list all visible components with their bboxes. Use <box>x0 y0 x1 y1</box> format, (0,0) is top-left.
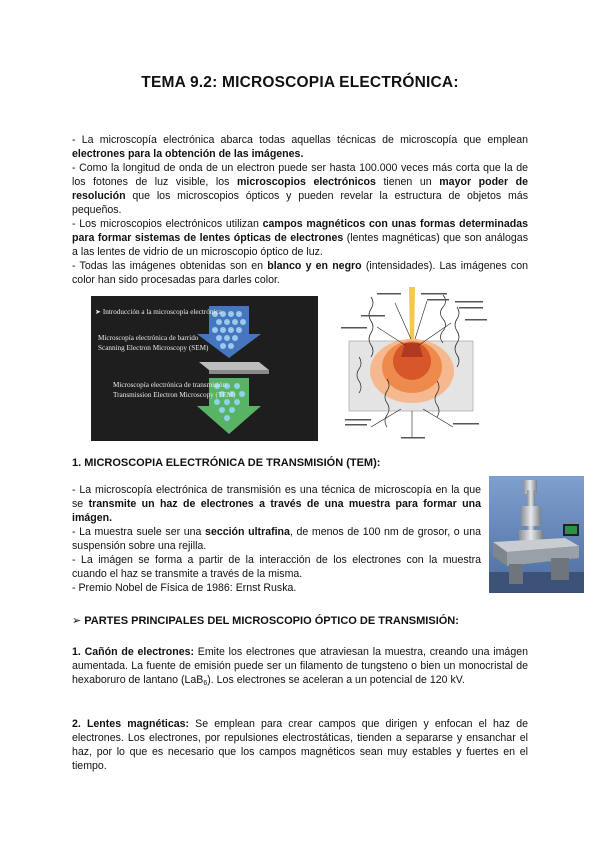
section-1-paragraph-2: - La muestra suele ser una sección ultrafina, de menos de 100 nm de grosor, o una suspensión sobre una rejilla. <box>72 526 481 552</box>
section-1-paragraph-3: - La imágen se forma a partir de la interacción de los electrones con la muestra cuando el haz se transmite a través de la misma. <box>72 554 481 580</box>
intro-paragraph-4: - Todas las imágenes obtenidas son en blanco y en negro (intensidades). Las imágenes con color han sido procesadas para darles color. <box>72 260 528 286</box>
intro-paragraph-1: - La microscopía electrónica abarca todas aquellas técnicas de microscopía que emplean electrones para la obtención de las imágenes. <box>72 134 528 160</box>
intro-slide-image <box>91 296 318 441</box>
item-2-label: 2. Lentes magnéticas: <box>72 718 190 730</box>
item-1-label: 1. Cañón de electrones: <box>72 646 195 658</box>
slide-tem-line-1: Microscopía electrónica de transmisión <box>113 381 227 389</box>
tem-photo-graphic <box>489 476 584 593</box>
interaction-diagram-graphic <box>331 287 491 442</box>
section-2-item-2: 2. Lentes magnéticas: Se emplean para crear campos que dirigen y enfocan el haz de electrones. Los electrones, por repulsiones electrostáticas, tienden a separarse y ensanchar el haz, por lo que es necesario que los campos magnéticos sean muy estables y fuertes en el tiempo. <box>72 718 528 772</box>
intro-paragraph-2: - Como la longitud de onda de un electron puede ser hasta 100.000 veces más corta que la de los fotones de luz visible, los microscopios electrónicos tienen un mayor poder de resolución que los microscopios ópticos y pueden revelar la estructura de objetos más pequeños. <box>72 162 529 216</box>
tem-microscope-photo <box>489 476 584 593</box>
section-1-text <box>72 483 481 595</box>
intro-text <box>72 133 528 287</box>
slide-sem-line-1: Microscopía electrónica de barrido <box>98 334 199 342</box>
slide-heading: ➤ Introducción a la microscopía electrónica <box>95 308 222 316</box>
section-1-heading: 1. MICROSCOPIA ELECTRÓNICA DE TRANSMISIÓN (TEM): <box>72 457 381 469</box>
section-2-heading: ➢ PARTES PRINCIPALES DEL MICROSCOPIO ÓPTICO DE TRANSMISIÓN: <box>72 615 459 627</box>
slide-graphics <box>91 296 318 441</box>
intro-paragraph-3: - Los microscopios electrónicos utilizan campos magnéticos con unas formas determinadas para formar sistemas de lentes ópticas de electrones (lentes magnéticas) que son análogas a las lentes de vidrio de un microscopio óptico de luz. <box>72 218 528 258</box>
slide-sem-line-2: Scanning Electron Microscopy (SEM) <box>98 344 209 352</box>
section-1-paragraph-1: - La microscopía electrónica de transmisión es una técnica de microscopía en la que se transmite un haz de electrones a través de una muestra para formar una imágen. <box>72 484 481 524</box>
section-1-paragraph-4: - Premio Nobel de Física de 1986: Ernst Ruska. <box>72 582 297 594</box>
section-2-item-1: 1. Cañón de electrones: Emite los electrones que atraviesan la muestra, creando una imágen aumentada. La fuente de emisión puede ser un filamento de tungsteno o bien un monocristal de hexaboruro de lantano (LaB$_6$). Los electrones se aceleran a un potencial de 120 kV. <box>72 646 528 687</box>
page-title: TEMA 9.2: MICROSCOPIA ELECTRÓNICA: <box>141 74 459 91</box>
electron-interaction-diagram <box>331 287 491 442</box>
slide-tem-line-2: Transmission Electron Microscopy (TEM) <box>113 391 236 399</box>
